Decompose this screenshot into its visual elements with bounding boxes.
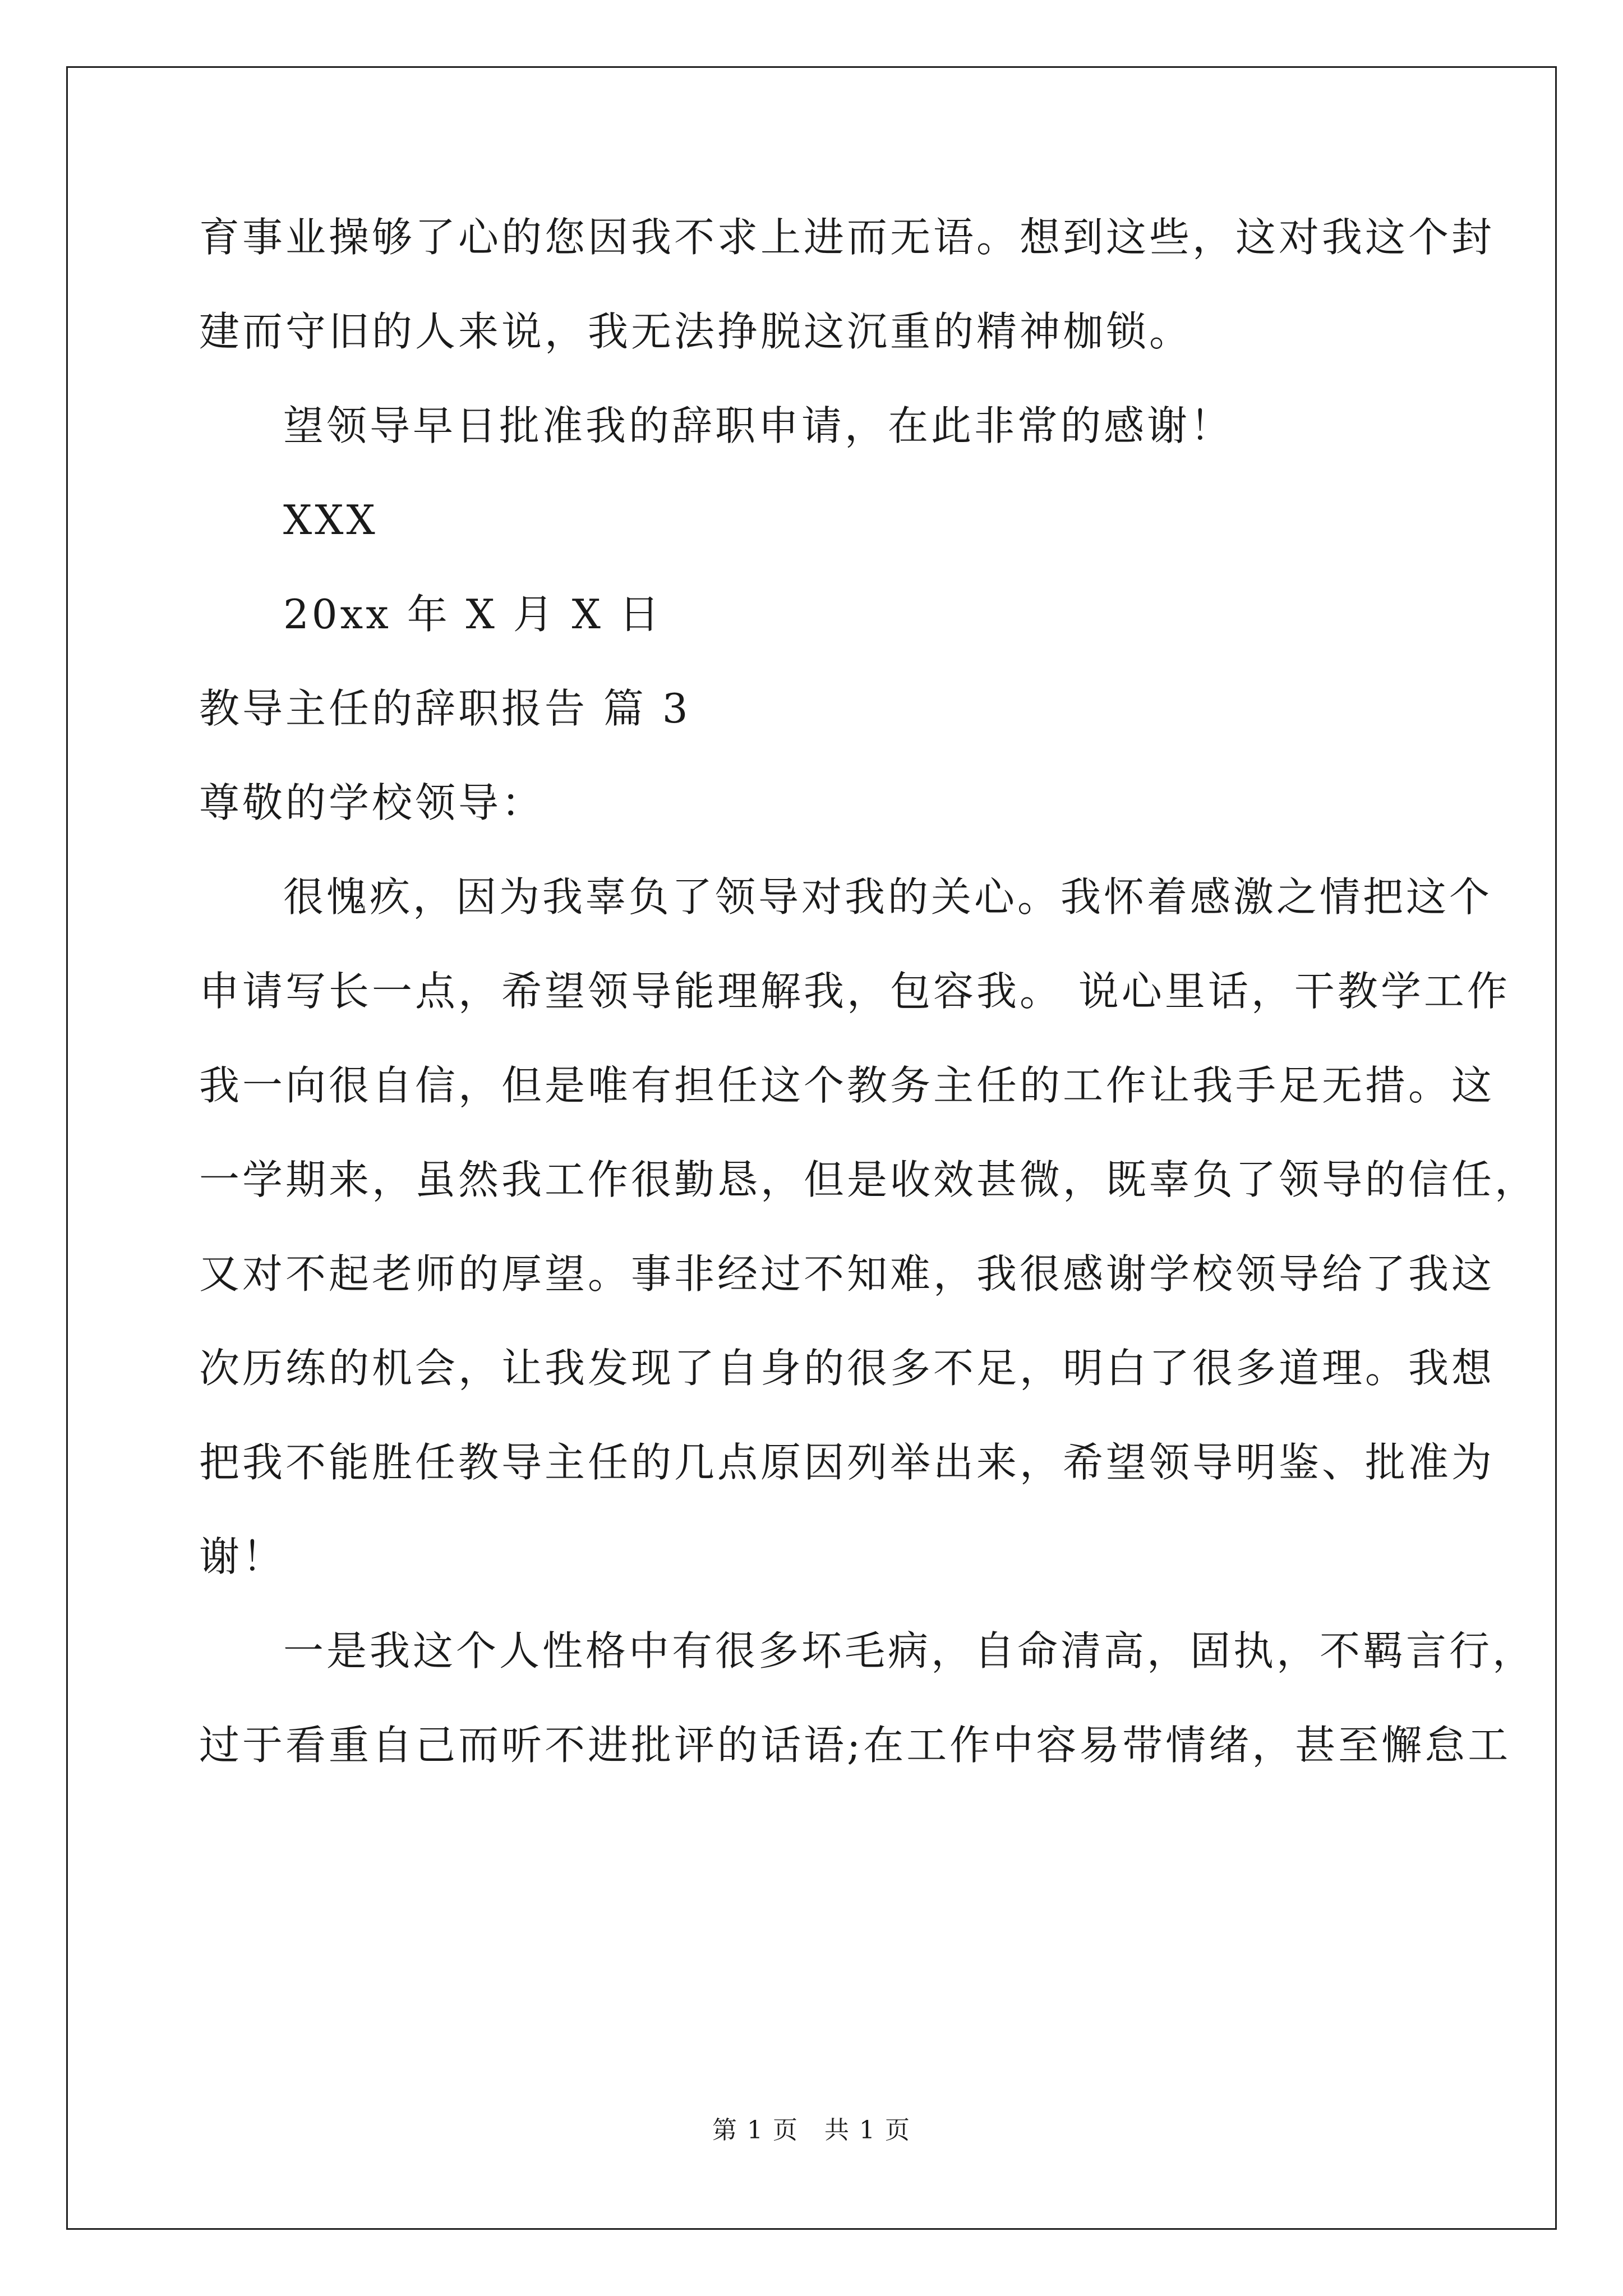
text-line: 育事业操够了心的您因我不求上进而无语。想到这些，这对我这个封 xyxy=(199,214,1495,261)
text-line: 一学期来，虽然我工作很勤恳，但是收效甚微，既辜负了领导的信任， xyxy=(199,1156,1538,1203)
text-line: 建而守旧的人来说，我无法挣脱这沉重的精神枷锁。 xyxy=(199,308,1193,355)
signature-name: XXX xyxy=(283,496,378,544)
text-line: 望领导早日批准我的辞职申请，在此非常的感谢！ xyxy=(283,402,1234,449)
text-line: 把我不能胜任教导主任的几点原因列举出来，希望领导明鉴、批准为 xyxy=(199,1439,1495,1486)
text-line: 很愧疚，因为我辜负了领导对我的关心。我怀着感激之情把这个 xyxy=(283,873,1493,921)
page-frame xyxy=(66,66,1557,2230)
salutation: 尊敬的学校领导： xyxy=(199,779,545,826)
signature-date: 20xx 年 X 月 X 日 xyxy=(283,591,662,638)
text-line: 申请写长一点，希望领导能理解我，包容我。 说心里话，干教学工作 xyxy=(199,968,1510,1015)
page-footer: 第 1 页 共 1 页 xyxy=(712,2116,911,2145)
text-line: 又对不起老师的厚望。事非经过不知难，我很感谢学校领导给了我这 xyxy=(199,1250,1495,1297)
text-line: 我一向很自信，但是唯有担任这个教务主任的工作让我手足无措。这 xyxy=(199,1062,1495,1109)
text-line: 过于看重自己而听不进批评的话语;在工作中容易带情绪，甚至懈怠工 xyxy=(199,1722,1511,1769)
text-line: 次历练的机会，让我发现了自身的很多不足，明白了很多道理。我想 xyxy=(199,1345,1495,1392)
text-line: 谢！ xyxy=(199,1533,286,1580)
section-heading: 教导主任的辞职报告 篇 3 xyxy=(199,685,691,732)
text-line: 一是我这个人性格中有很多坏毛病，自命清高，固执，不羁言行， xyxy=(283,1627,1536,1674)
